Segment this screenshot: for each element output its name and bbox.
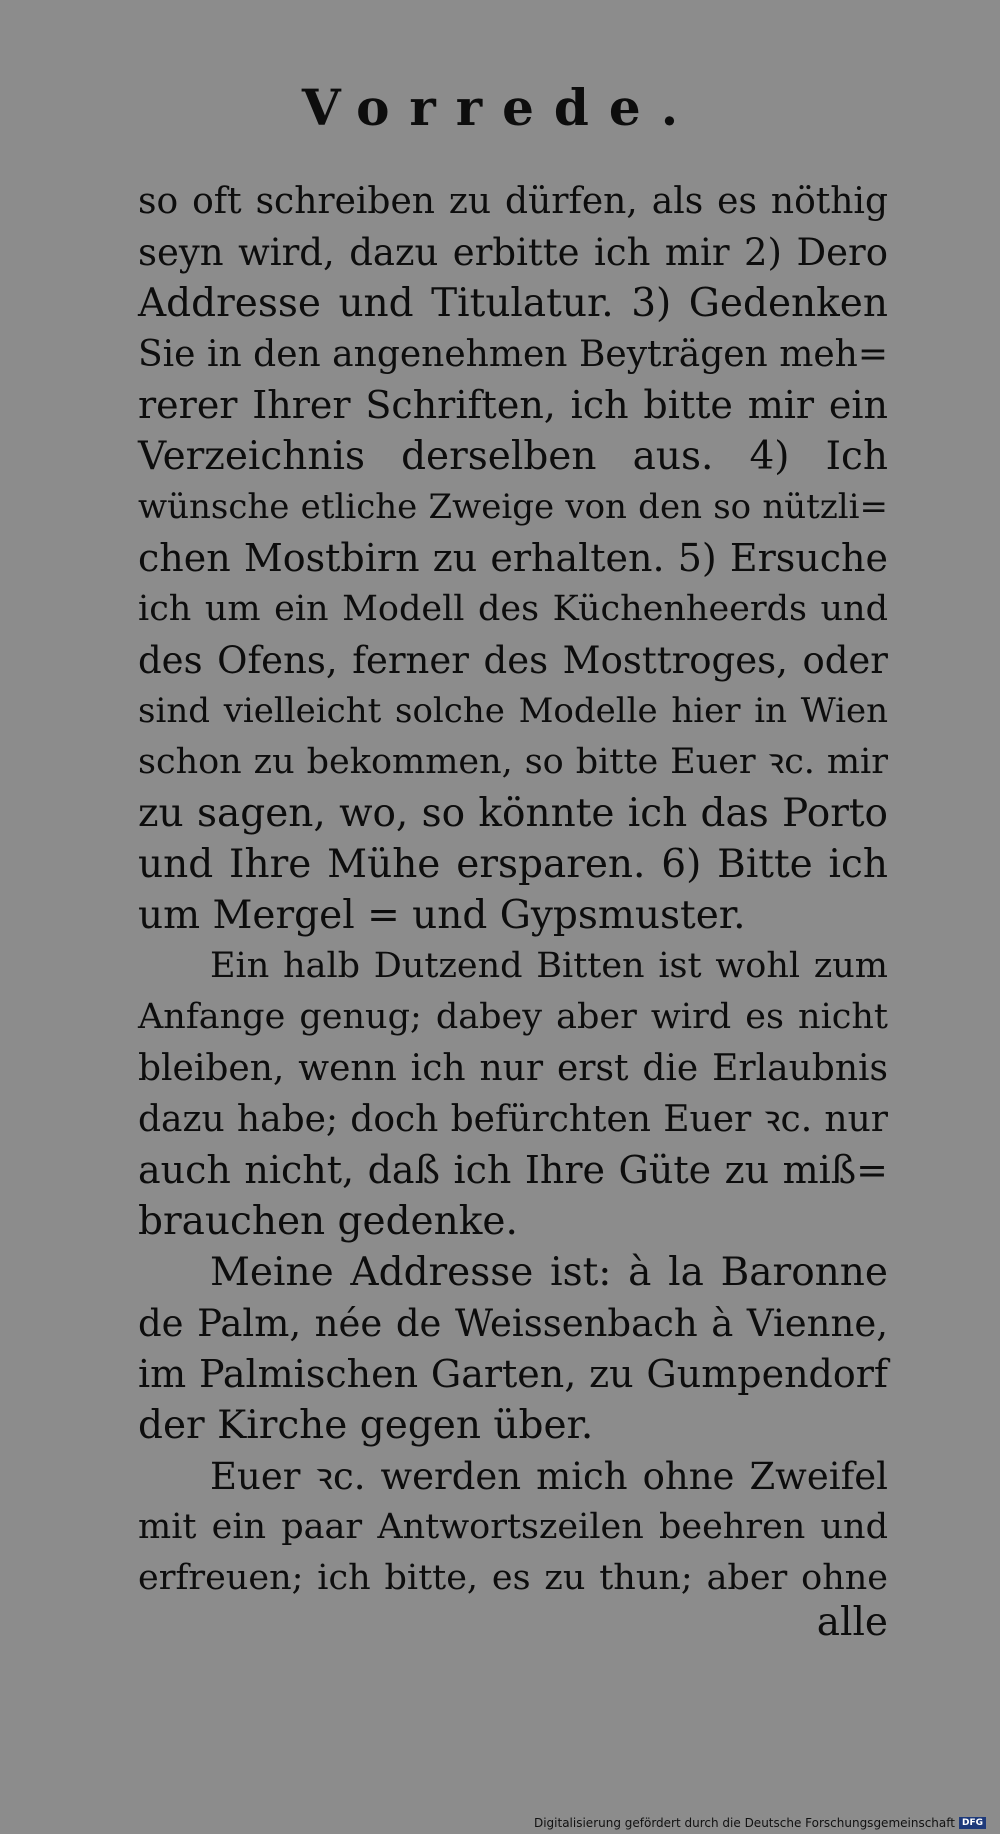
text-line: im Palmischen Garten, zu Gumpendorf: [138, 1352, 888, 1396]
text-line: so oft schreiben zu dürfen, als es nöthig: [138, 181, 888, 222]
footer-text: Digitalisierung gefördert durch die Deutsche Forschungsgemeinschaft: [533, 1816, 955, 1830]
text-line: ich um ein Modell des Küchenheerds und: [138, 589, 888, 629]
text-line: Euer ꝛc. werden mich ohne Zweifel: [210, 1455, 888, 1498]
text-line: der Kirche gegen über.: [138, 1403, 594, 1448]
text-line: brauchen gedenke.: [138, 1199, 518, 1244]
text-line: schon zu bekommen, so bitte Euer ꝛc. mir: [138, 742, 888, 782]
text-line: rerer Ihrer Schriften, ich bitte mir ein: [138, 383, 888, 427]
text-line: und Ihre Mühe ersparen. 6) Bitte ich: [138, 842, 888, 887]
body-text: [138, 176, 888, 1604]
text-line: Anfange genug; dabey aber wird es nicht: [138, 997, 888, 1037]
text-line: chen Mostbirn zu erhalten. 5) Ersuche: [138, 536, 888, 580]
text-line: Verzeichnis derselben aus. 4) Ich: [138, 434, 888, 479]
text-line: erfreuen; ich bitte, es zu thun; aber ohne: [138, 1558, 888, 1598]
text-line: um Mergel = und Gypsmuster.: [138, 893, 746, 938]
page-header: Vorrede.: [301, 78, 699, 137]
text-line: zu sagen, wo, so könnte ich das Porto: [138, 791, 888, 836]
text-line: des Ofens, ferner des Mosttroges, oder: [138, 639, 888, 682]
text-line: wünsche etliche Zweige von den so nützli=: [138, 487, 888, 527]
digitization-footer: [534, 1816, 986, 1830]
dfg-logo-icon: DFG: [959, 1817, 986, 1829]
catchword: alle: [816, 1600, 888, 1645]
text-line: Addresse und Titulatur. 3) Gedenken: [138, 281, 888, 326]
text-line: sind vielleicht solche Modelle hier in Wien: [138, 691, 888, 731]
text-line: Ein halb Dutzend Bitten ist wohl zum: [210, 946, 888, 986]
text-line: mit ein paar Antwortszeilen beehren und: [138, 1507, 888, 1547]
text-line: Meine Addresse ist: à la Baronne: [210, 1250, 888, 1295]
text-line: seyn wird, dazu erbitte ich mir 2) Dero: [138, 231, 888, 274]
text-line: de Palm, née de Weissenbach à Vienne,: [138, 1302, 888, 1345]
text-line: auch nicht, daß ich Ihre Güte zu miß=: [138, 1148, 888, 1192]
text-line: bleiben, wenn ich nur erst die Erlaubnis: [138, 1048, 888, 1089]
text-line: Sie in den angenehmen Beyträgen meh=: [138, 334, 888, 375]
text-line: dazu habe; doch befürchten Euer ꝛc. nur: [138, 1099, 888, 1140]
